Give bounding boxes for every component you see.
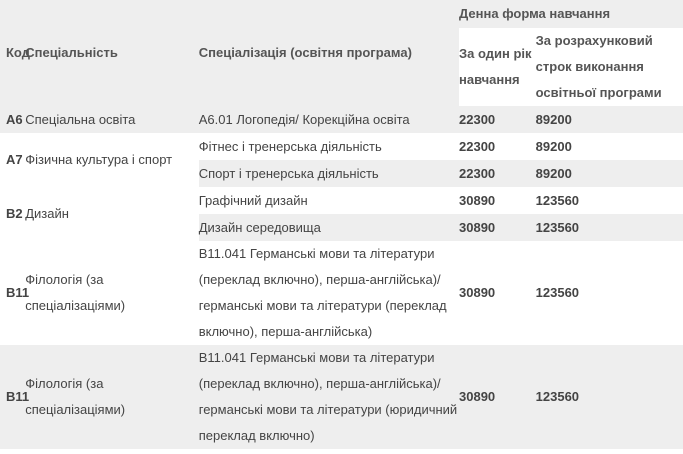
row-code: В11 bbox=[6, 389, 30, 404]
row-specialization: В11.041 Германські мови та літератури (переклад включно), перша-англійська)/ германські мови та літератури (переклад включно), перша-англійська) bbox=[198, 246, 447, 339]
row-specialization: Графічний дизайн bbox=[199, 187, 459, 214]
header-day-form: Денна форма навчання bbox=[459, 6, 611, 21]
row-specialty: Дизайн bbox=[25, 187, 199, 241]
row-per-year: 30890 bbox=[459, 285, 496, 300]
row-per-year: 22300 bbox=[459, 160, 536, 187]
header-specialty: Спеціальність bbox=[25, 45, 118, 60]
row-per-year: 22300 bbox=[459, 111, 496, 127]
table-row bbox=[0, 187, 683, 214]
header-specialization: Спеціалізація (освітня програма) bbox=[198, 45, 412, 60]
header-code: Код bbox=[6, 45, 30, 60]
row-specialization: Фітнес і тренерська діяльність bbox=[199, 133, 459, 160]
table-row bbox=[0, 106, 683, 133]
header-per-year: За один рік навчання bbox=[459, 28, 536, 106]
row-full: 89200 bbox=[536, 160, 683, 187]
row-per-year: 22300 bbox=[459, 133, 536, 160]
row-code: А6 bbox=[6, 111, 23, 127]
row-specialty: Філологія (за спеціалізаціями) bbox=[25, 272, 126, 313]
row-specialty: Спеціальна освіта bbox=[25, 111, 136, 127]
row-specialty: Філологія (за спеціалізаціями) bbox=[25, 376, 126, 417]
row-specialization: А6.01 Логопедія/ Корекційна освіта bbox=[198, 111, 410, 127]
row-full: 123560 bbox=[536, 187, 683, 214]
row-per-year: 30890 bbox=[459, 187, 536, 214]
row-specialty: Фізична культура і спорт bbox=[25, 133, 199, 187]
row-per-year: 30890 bbox=[459, 214, 536, 241]
header-full-term: За розрахунковий строк виконання освітньої програми bbox=[536, 28, 683, 106]
table-row bbox=[0, 133, 683, 160]
row-code: В2 bbox=[0, 187, 25, 241]
row-code: В11 bbox=[6, 285, 30, 300]
row-full: 123560 bbox=[536, 214, 683, 241]
row-specialization: Дизайн середовища bbox=[199, 214, 459, 241]
table-row bbox=[0, 345, 683, 449]
row-full: 89200 bbox=[535, 111, 572, 127]
row-full: 89200 bbox=[536, 133, 683, 160]
row-code: А7 bbox=[0, 133, 25, 187]
header-row-top bbox=[0, 0, 683, 28]
row-full: 123560 bbox=[535, 285, 580, 300]
row-specialization: Спорт і тренерська діяльність bbox=[199, 160, 459, 187]
table-row bbox=[0, 241, 683, 345]
row-full: 123560 bbox=[535, 389, 580, 404]
row-specialization: В11.041 Германські мови та літератури (переклад включно), перша-англійська)/ германські мови та літератури (юридичний переклад включно) bbox=[198, 350, 458, 443]
row-per-year: 30890 bbox=[459, 389, 496, 404]
